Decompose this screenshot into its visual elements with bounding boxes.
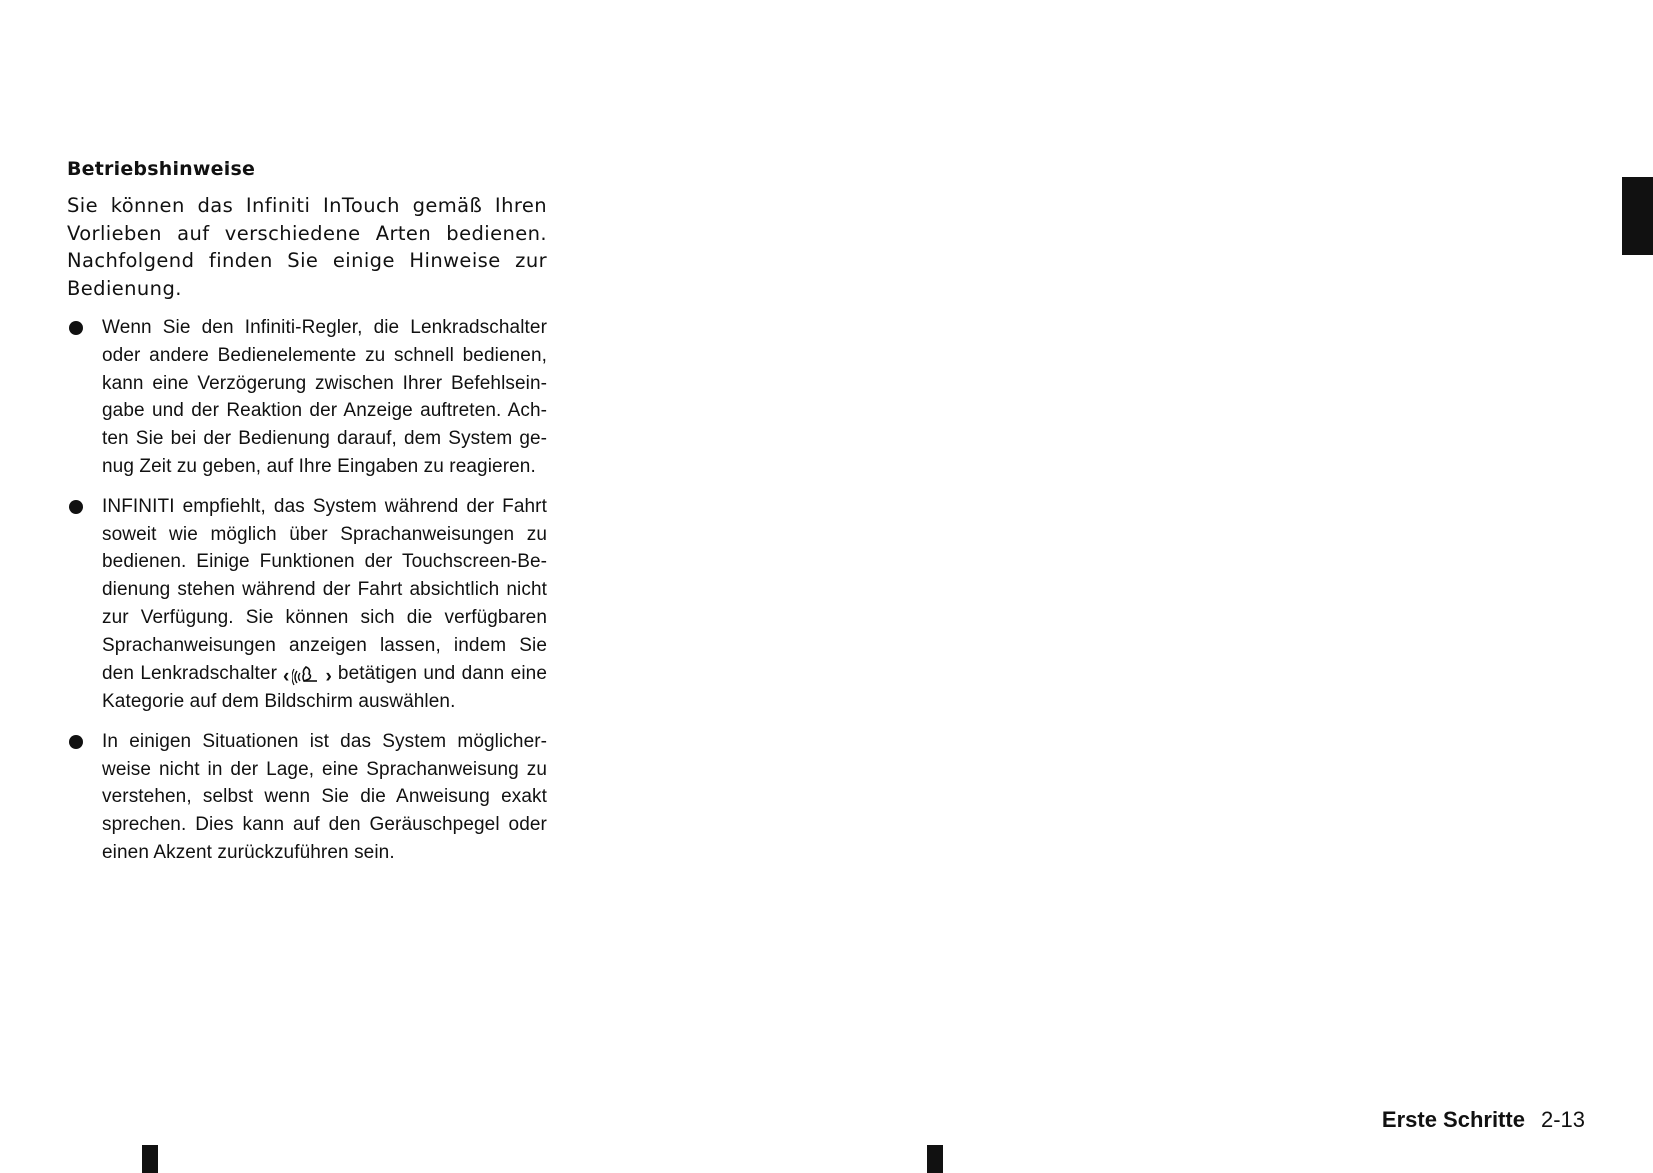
list-item-text: Wenn Sie den Infiniti-Regler, die Lenkradschalter oder andere Bedienelemente zu schnell bedienen, kann eine Verzögerung zwischen Ihrer Befehlseingabe und der Reaktion der Anzeige auftreten. Achten Sie bei der Bedienung darauf, dem System genug Zeit zu geben, auf Ihre Eingaben zu reagieren. <box>102 317 547 477</box>
bullet-icon <box>69 500 83 514</box>
section-heading: Betriebshinweise <box>67 158 256 180</box>
list-item-text-before-icon: INFINITI empfiehlt, das System während der Fahrt soweit wie möglich über Sprachanweisungen zu bedienen. Einige Funktionen der Touchscreen-Bedienung stehen während der Fahrt absichtlich nicht zur Verfügung. Sie können sich die verfügbaren Sprachanweisungen anzeigen lassen, indem Sie den Lenkradschalter <box>102 495 547 684</box>
chapter-tab-marker <box>1622 177 1653 255</box>
intro-paragraph: Sie können das Infiniti InTouch gemäß Ihren Vorlieben auf verschiedene Arten bedienen. Nachfolgend finden Sie einige Hinweise zur Bedienung. <box>67 194 547 300</box>
arrow-right-icon: › <box>325 665 332 687</box>
page-footer <box>1382 1107 1585 1133</box>
arrow-left-icon: ‹ <box>283 665 290 687</box>
list-item-text: In einigen Situationen ist das System möglicherweise nicht in der Lage, eine Sprachanweisung zu verstehen, selbst wenn Sie die Anweisung exakt sprechen. Dies kann auf den Geräuschpegel oder einen Akzent zurückzuführen sein. <box>102 730 547 864</box>
list-item <box>67 314 547 481</box>
hint-list <box>67 314 547 867</box>
footer-section-title: Erste Schritte <box>1381 1107 1525 1132</box>
bullet-icon <box>69 735 83 749</box>
page-number: 2-13 <box>1540 1107 1585 1132</box>
list-item-text <box>102 493 547 716</box>
steering-switch-symbol <box>283 664 332 688</box>
crop-mark-middle <box>927 1145 943 1173</box>
list-item-text-after-icon: betätigen und dann eine Kategorie auf dem Bildschirm auswählen. <box>102 662 547 713</box>
main-content <box>67 154 547 879</box>
list-item <box>67 493 547 716</box>
crop-mark-left <box>142 1145 158 1173</box>
voice-command-icon <box>292 664 322 688</box>
list-item <box>67 728 547 867</box>
bullet-icon <box>69 321 83 335</box>
